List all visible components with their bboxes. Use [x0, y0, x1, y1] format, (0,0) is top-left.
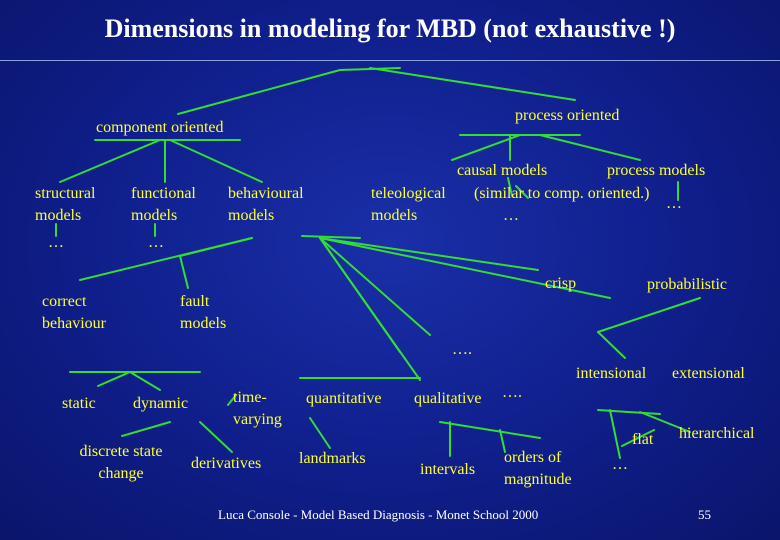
- orders-of-magnitude-node: orders of magnitude: [504, 449, 572, 488]
- structural-models-node: structural models: [35, 185, 96, 224]
- edge-dynamic-deriv: [200, 422, 232, 452]
- edge-root-process: [370, 68, 575, 100]
- crisp-node: crisp: [545, 275, 577, 292]
- edge-crisp-intens: [598, 332, 625, 358]
- landmarks-node: landmarks: [299, 450, 366, 467]
- causal-models-node: causal models: [457, 162, 548, 179]
- process-oriented-node: process oriented: [515, 107, 620, 124]
- edge-process-pm: [540, 135, 640, 160]
- edge-flat-a: [610, 410, 620, 458]
- discrete-state-change-node: discrete state change: [79, 443, 163, 482]
- structural-dots: …: [48, 234, 64, 251]
- fault-models-node: fault models: [180, 293, 227, 332]
- dynamic-node: dynamic: [133, 395, 189, 412]
- middle-dots: ….: [452, 341, 472, 358]
- flat-node: flat: [632, 431, 654, 448]
- functional-dots: …: [148, 234, 164, 251]
- behavioural-models-node: behavioural models: [228, 185, 304, 224]
- page-number: 55: [698, 507, 711, 522]
- footer-credit: Luca Console - Model Based Diagnosis - Monet School 2000: [218, 507, 539, 522]
- functional-models-node: functional models: [131, 185, 196, 224]
- edge-fan-f: [320, 238, 420, 380]
- component-oriented-node: component oriented: [96, 119, 224, 136]
- teleological-models-node: teleological models: [371, 185, 446, 224]
- edge-fan-fault: [180, 238, 252, 256]
- edge-component-structural: [60, 140, 160, 182]
- quantitative-node: quantitative: [306, 390, 382, 407]
- edge-to-dynamic: [130, 372, 160, 390]
- causal-dots: …: [503, 207, 519, 224]
- edge-dynamic-discrete: [122, 422, 170, 436]
- edge-fan-b: [320, 238, 538, 270]
- edge-to-static: [98, 372, 130, 386]
- edge-root-component: [178, 70, 340, 114]
- intensional-node: intensional: [576, 365, 647, 382]
- extensional-node: extensional: [672, 365, 745, 382]
- edge-quant-landmarks: [310, 418, 330, 448]
- static-node: static: [62, 395, 96, 412]
- edge-crisp-prob: [598, 298, 700, 332]
- slide-title: Dimensions in modeling for MBD (not exhaustive !): [104, 14, 676, 43]
- edge-flat-bar: [598, 410, 660, 414]
- edge-qual-bar: [440, 422, 540, 438]
- qualitative-node: qualitative: [414, 390, 482, 407]
- edge-component-behavioural: [170, 140, 262, 182]
- process-models-dots: …: [666, 195, 682, 212]
- hierarchical-node: hierarchical: [679, 425, 755, 442]
- correct-behaviour-node: correct behaviour: [42, 293, 106, 332]
- intervals-node: intervals: [420, 461, 476, 478]
- derivatives-node: derivatives: [191, 455, 262, 472]
- similar-to-note: (similar to comp. oriented.): [474, 185, 650, 202]
- process-models-node: process models: [607, 162, 706, 179]
- flat-dots: …: [612, 456, 628, 473]
- edge-fan-a: [302, 236, 360, 238]
- probabilistic-node: probabilistic: [647, 276, 727, 293]
- time-varying-node: time- varying: [233, 389, 282, 428]
- edge-fan-fault-down: [180, 256, 188, 288]
- qualitative-dots: ….: [502, 384, 522, 401]
